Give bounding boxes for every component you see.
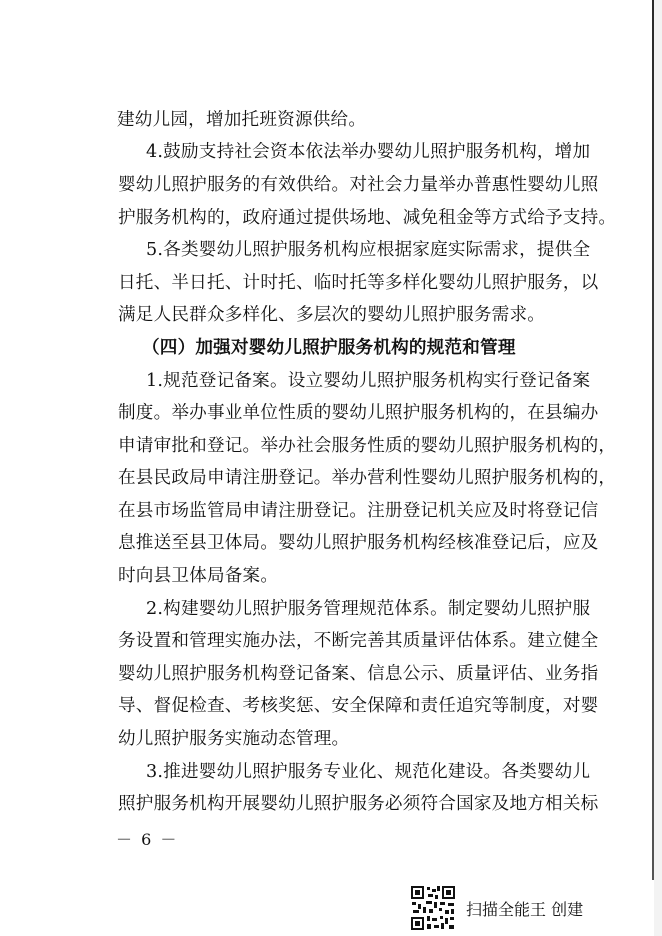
text-line: 照护服务机构开展婴幼儿照护服务必须符合国家及地方相关标 — [118, 794, 599, 814]
scanner-watermark: 扫描全能王 创建 — [466, 900, 584, 919]
qr-code-icon — [410, 885, 456, 931]
text-line: 日托、半日托、计时托、临时托等多样化婴幼儿照护服务，以 — [118, 273, 599, 293]
text-line: 2.构建婴幼儿照护服务管理规范体系。制定婴幼儿照护服 — [146, 599, 591, 619]
text-line: 在县市场监管局申请注册登记。注册登记机关应及时将登记信 — [118, 501, 599, 521]
text-line: 护服务机构的，政府通过提供场地、减免租金等方式给予支持。 — [118, 208, 617, 228]
text-line: 婴幼儿照护服务的有效供给。对社会力量举办普惠性婴幼儿照 — [118, 175, 599, 195]
text-line: 3.推进婴幼儿照护服务专业化、规范化建设。各类婴幼儿 — [146, 762, 591, 782]
page-number: － 6 － — [116, 830, 179, 849]
text-line: 务设置和管理实施办法，不断完善其质量评估体系。建立健全 — [118, 631, 599, 651]
text-line: 时向县卫体局备案。 — [118, 566, 279, 586]
text-line: 5.各类婴幼儿照护服务机构应根据家庭实际需求，提供全 — [146, 240, 591, 260]
page-edge-line — [652, 0, 654, 880]
text-line: 息推送至县卫体局。婴幼儿照护服务机构经核准登记后，应及 — [118, 533, 599, 553]
text-line: 申请审批和登记。举办社会服务性质的婴幼儿照护服务机构的， — [118, 436, 617, 456]
text-line: 建幼儿园，增加托班资源供给。 — [117, 110, 367, 130]
text-line: 制度。举办事业单位性质的婴幼儿照护服务机构的，在县编办 — [118, 403, 599, 423]
text-line: 满足人民群众多样化、多层次的婴幼儿照护服务需求。 — [118, 305, 546, 325]
text-line: 4.鼓励支持社会资本依法举办婴幼儿照护服务机构，增加 — [146, 142, 591, 162]
text-line: 幼儿照护服务实施动态管理。 — [118, 729, 350, 749]
section-heading: （四）加强对婴幼儿照护服务机构的规范和管理 — [142, 337, 516, 358]
text-line: 导、督促检查、考核奖惩、安全保障和责任追究等制度，对婴 — [118, 696, 599, 716]
text-line: 婴幼儿照护服务机构登记备案、信息公示、质量评估、业务指 — [118, 664, 599, 684]
page-edge-shadow — [654, 0, 662, 936]
text-line: 在县民政局申请注册登记。举办营利性婴幼儿照护服务机构的， — [118, 468, 617, 488]
text-line: 1.规范登记备案。设立婴幼儿照护服务机构实行登记备案 — [146, 371, 591, 391]
